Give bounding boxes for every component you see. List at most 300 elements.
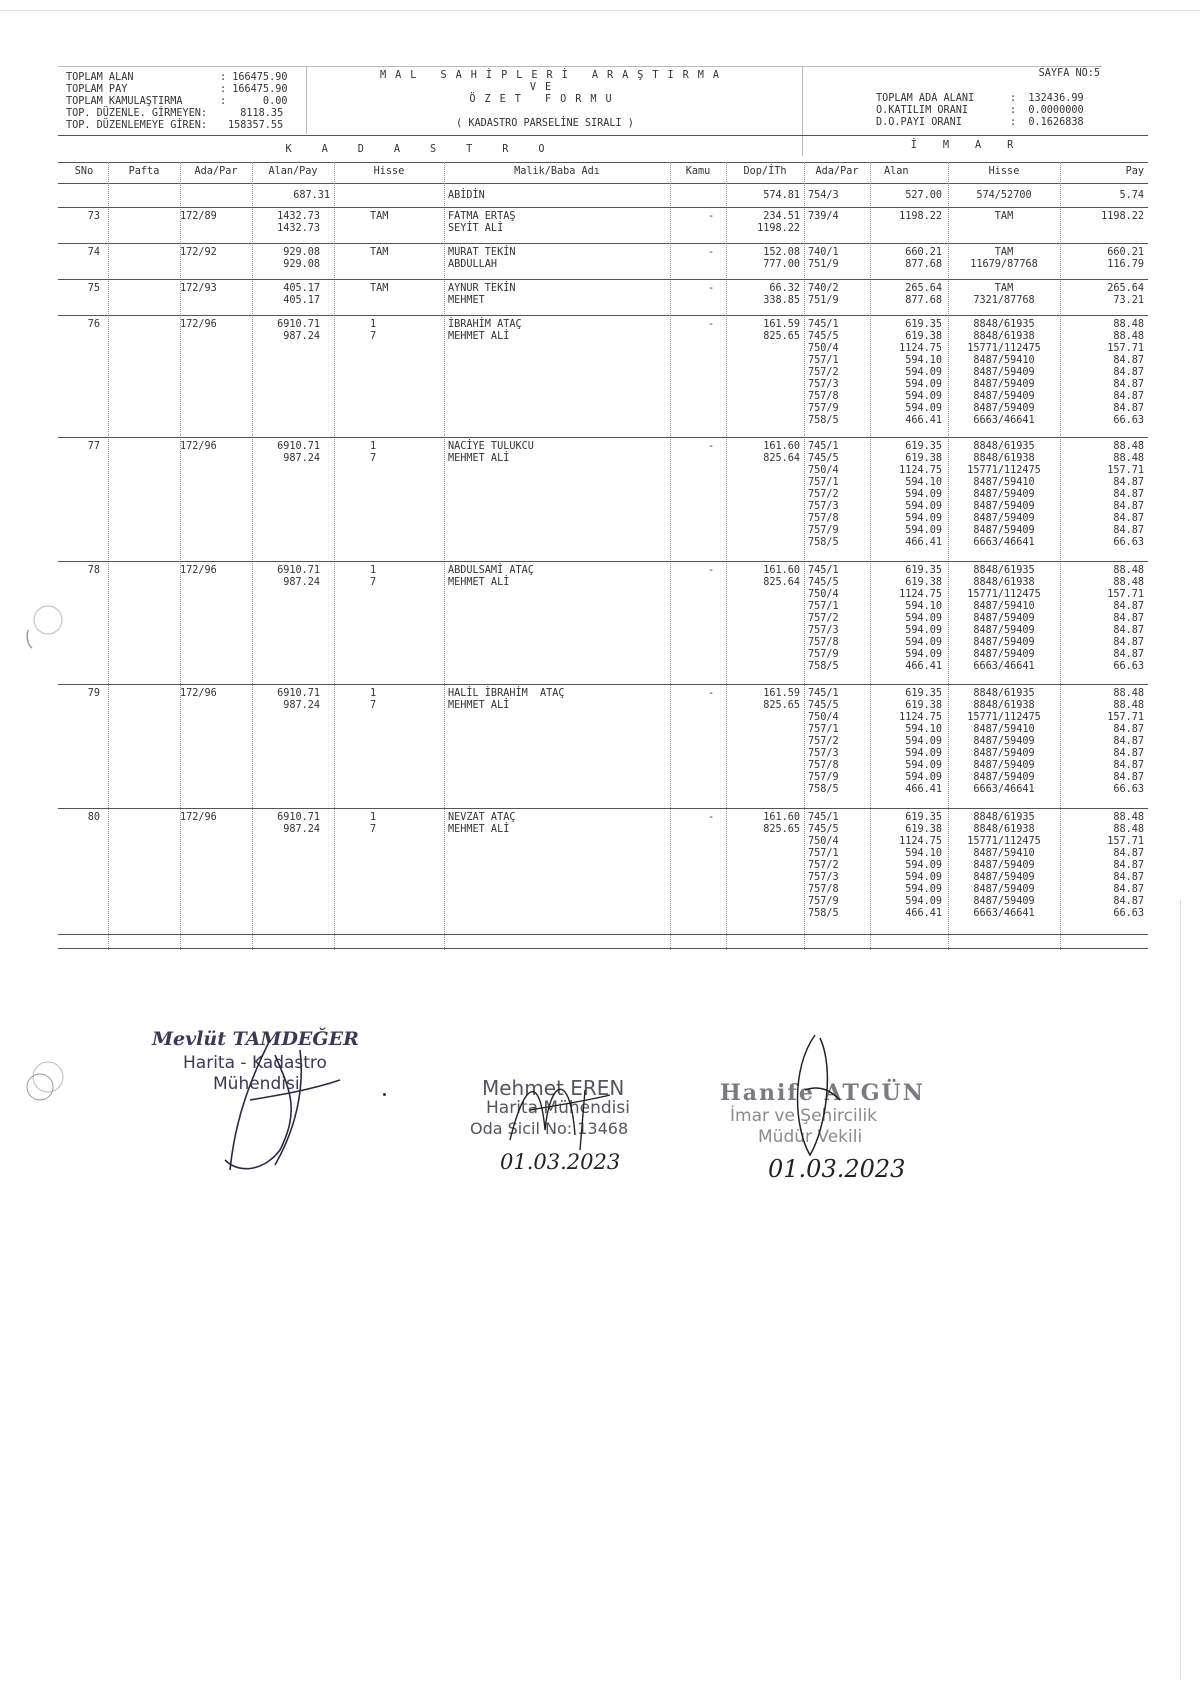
- cell-adapar: 172/96: [180, 319, 217, 330]
- cell-imar-alan: 466.41: [905, 661, 942, 672]
- cell-imar-hisse: 8487/59409: [973, 367, 1035, 378]
- cell-hisse-payda: 7: [370, 577, 377, 588]
- cell-dop: 66.32: [769, 283, 800, 294]
- signer2-date: 01.03.2023: [500, 1150, 621, 1174]
- summary-label-kamu: TOPLAM KAMULAŞTIRMA: [66, 96, 183, 107]
- cell-imar-adapar: 745/1: [808, 565, 839, 576]
- column-divider: [334, 162, 335, 950]
- punch-hole-bottom: [14, 1055, 74, 1115]
- cell-imar-adapar: 757/8: [808, 760, 839, 771]
- cell-imar-alan: 594.09: [905, 391, 942, 402]
- cell-hisse: TAM: [370, 211, 389, 222]
- cell-baba: MEHMET: [448, 295, 485, 306]
- summary-label-duzenle: TOP. DÜZENLE. GİRMEYEN:: [66, 108, 208, 119]
- cell-imar-hisse: 8848/61935: [973, 565, 1035, 576]
- cell-malik: ABDULSAMİ ATAÇ: [448, 565, 534, 576]
- summary-label-pay: TOPLAM PAY: [66, 84, 128, 95]
- cell-imar-alan: 877.68: [905, 295, 942, 306]
- signer3-title1: İmar ve Şehircilik: [730, 1106, 878, 1126]
- cell-imar-alan: 594.09: [905, 748, 942, 759]
- summary-value-pay: : 166475.90: [220, 84, 288, 95]
- cell-sno: 78: [87, 565, 100, 576]
- cell-imar-alan: 594.09: [905, 367, 942, 378]
- cell-ith: 1198.22: [757, 223, 800, 234]
- cell-imar-hisse: 15771/112475: [967, 836, 1041, 847]
- cell-imar-pay: 84.87: [1113, 391, 1144, 402]
- column-header: Dop/İTh: [743, 166, 787, 177]
- punch-hole-top: [18, 600, 68, 660]
- cell-imar-hisse: 7321/87768: [973, 295, 1035, 306]
- cell-imar-pay: 157.71: [1107, 343, 1144, 354]
- cell-imar-adapar: 757/9: [808, 772, 839, 783]
- cell-imar-pay: 66.63: [1113, 661, 1144, 672]
- cell-imar-adapar: 751/9: [808, 295, 839, 306]
- cell-imar-adapar: 750/4: [808, 712, 839, 723]
- cell-adapar: 172/93: [180, 283, 217, 294]
- cell-imar-hisse: 8848/61938: [973, 577, 1035, 588]
- cell-imar-alan: 1124.75: [899, 836, 942, 847]
- cell-imar-hisse: 8487/59409: [973, 379, 1035, 390]
- cell-imar-pay: 88.48: [1113, 824, 1144, 835]
- row-separator: [58, 684, 1148, 685]
- cell-imar-adapar: 757/8: [808, 513, 839, 524]
- header-divider-left: [306, 66, 307, 134]
- cell-imar-hisse: 15771/112475: [967, 589, 1041, 600]
- katilim-value: : 0.0000000: [1010, 105, 1084, 116]
- cell-imar-alan: 1124.75: [899, 712, 942, 723]
- row-separator: [58, 279, 1148, 280]
- title-subtitle: ( KADASTRO PARSELİNE SIRALI ): [456, 118, 634, 129]
- column-header: Pafta: [128, 166, 160, 177]
- cell-imar-adapar: 757/1: [808, 477, 839, 488]
- cell-malik: ABİDİN: [448, 190, 485, 201]
- section-kadastro: KADASTRO: [285, 144, 575, 155]
- section-imar: İMAR: [910, 140, 1040, 151]
- cell-imar-alan: 594.10: [905, 477, 942, 488]
- cell-imar-adapar: 750/4: [808, 465, 839, 476]
- cell-imar-alan: 619.38: [905, 700, 942, 711]
- row-separator: [58, 934, 1148, 935]
- cell-imar-pay: 84.87: [1113, 724, 1144, 735]
- cell-imar-adapar: 757/3: [808, 872, 839, 883]
- summary-value-duzenlemeye: 158357.55: [228, 120, 284, 131]
- cell-imar-hisse: 6663/46641: [973, 537, 1035, 548]
- cell-hisse: 1: [370, 688, 377, 699]
- cell-imar-alan: 594.09: [905, 736, 942, 747]
- cell-hisse-payda: 7: [370, 331, 377, 342]
- cell-imar-hisse: 8487/59409: [973, 525, 1035, 536]
- cell-imar-hisse: 8487/59410: [973, 355, 1035, 366]
- cell-imar-adapar: 758/5: [808, 784, 839, 795]
- column-divider: [180, 162, 181, 950]
- cell-imar-adapar: 757/8: [808, 637, 839, 648]
- cell-imar-alan: 877.68: [905, 259, 942, 270]
- dopayi-label: D.O.PAYI ORANI: [876, 117, 962, 128]
- column-header: Kamu: [685, 166, 711, 177]
- cell-dop: 574.81: [763, 190, 800, 201]
- cell-imar-pay: 88.48: [1113, 441, 1144, 452]
- cell-imar-alan: 594.09: [905, 489, 942, 500]
- cell-imar-alan: 594.09: [905, 625, 942, 636]
- cell-alan: 929.08: [283, 247, 320, 258]
- cell-imar-alan: 594.09: [905, 501, 942, 512]
- cell-imar-alan: 619.35: [905, 441, 942, 452]
- page-number: SAYFA NO:5: [1038, 68, 1100, 79]
- cell-imar-hisse: 8487/59409: [973, 860, 1035, 871]
- cell-sno: 73: [87, 211, 100, 222]
- cell-imar-pay: 73.21: [1113, 295, 1144, 306]
- cell-imar-hisse: 8848/61938: [973, 700, 1035, 711]
- cell-dop: 161.59: [763, 319, 800, 330]
- cell-kamu: -: [708, 283, 715, 294]
- cell-imar-pay: 66.63: [1113, 537, 1144, 548]
- cell-imar-pay: 157.71: [1107, 712, 1144, 723]
- cell-imar-adapar: 745/1: [808, 688, 839, 699]
- cell-imar-pay: 84.87: [1113, 367, 1144, 378]
- cell-dop: 234.51: [763, 211, 800, 222]
- ada-alani-label: TOPLAM ADA ALANI: [876, 93, 975, 104]
- cell-imar-pay: 84.87: [1113, 489, 1144, 500]
- cell-imar-pay: 84.87: [1113, 355, 1144, 366]
- cell-imar-pay: 84.87: [1113, 848, 1144, 859]
- cell-imar-pay: 84.87: [1113, 501, 1144, 512]
- cell-imar-alan: 594.10: [905, 848, 942, 859]
- row-separator: [58, 207, 1148, 208]
- cell-imar-adapar: 757/8: [808, 391, 839, 402]
- cell-imar-pay: 88.48: [1113, 688, 1144, 699]
- ada-alani-value: : 132436.99: [1010, 93, 1084, 104]
- cell-imar-hisse: 8487/59409: [973, 513, 1035, 524]
- title-line2: VE: [529, 82, 561, 93]
- cell-sno: 75: [87, 283, 100, 294]
- row-separator: [58, 948, 1148, 949]
- signer1-name: Mevlüt TAMDEĞER: [152, 1028, 359, 1050]
- cell-imar-adapar: 745/5: [808, 331, 839, 342]
- column-divider: [670, 162, 671, 950]
- cell-imar-hisse: 8487/59409: [973, 489, 1035, 500]
- cell-imar-alan: 594.09: [905, 613, 942, 624]
- cell-ith: 338.85: [763, 295, 800, 306]
- ink-dot: [383, 1093, 386, 1096]
- cell-imar-alan: 619.35: [905, 812, 942, 823]
- cell-imar-hisse: TAM: [994, 247, 1014, 258]
- cell-imar-hisse: 8487/59409: [973, 884, 1035, 895]
- cell-kamu: -: [708, 812, 715, 823]
- cell-sno: 80: [87, 812, 100, 823]
- cell-imar-pay: 66.63: [1113, 908, 1144, 919]
- cell-malik: MURAT TEKİN: [448, 247, 516, 258]
- cell-imar-alan: 619.38: [905, 577, 942, 588]
- cell-ith: 825.64: [763, 453, 800, 464]
- cell-imar-pay: 84.87: [1113, 403, 1144, 414]
- cell-imar-alan: 619.38: [905, 331, 942, 342]
- cell-imar-alan: 527.00: [905, 190, 942, 201]
- cell-imar-adapar: 757/2: [808, 860, 839, 871]
- cell-imar-pay: 84.87: [1113, 748, 1144, 759]
- cell-imar-alan: 619.35: [905, 319, 942, 330]
- cell-kamu: -: [708, 565, 715, 576]
- cell-hisse-payda: 7: [370, 453, 377, 464]
- cell-imar-adapar: 757/1: [808, 601, 839, 612]
- cell-imar-adapar: 754/3: [808, 190, 839, 201]
- cell-imar-alan: 466.41: [905, 537, 942, 548]
- cell-imar-hisse: 8487/59410: [973, 848, 1035, 859]
- cell-imar-pay: 5.74: [1119, 190, 1144, 201]
- cell-imar-hisse: 8487/59409: [973, 637, 1035, 648]
- cell-imar-alan: 619.38: [905, 824, 942, 835]
- column-header: Alan: [884, 166, 909, 177]
- cell-imar-adapar: 758/5: [808, 661, 839, 672]
- column-divider: [804, 162, 805, 950]
- cell-imar-hisse: 8848/61935: [973, 319, 1035, 330]
- summary-value-kamu: : 0.00: [220, 96, 288, 107]
- cell-imar-adapar: 757/1: [808, 724, 839, 735]
- cell-pay: 987.24: [283, 700, 320, 711]
- cell-imar-alan: 594.09: [905, 760, 942, 771]
- cell-imar-adapar: 745/5: [808, 453, 839, 464]
- cell-imar-pay: 84.87: [1113, 649, 1144, 660]
- cell-imar-pay: 88.48: [1113, 453, 1144, 464]
- cell-imar-adapar: 745/5: [808, 824, 839, 835]
- cell-imar-hisse: 6663/46641: [973, 415, 1035, 426]
- colhead-bottom-line: [58, 183, 1148, 184]
- cell-imar-alan: 619.35: [905, 688, 942, 699]
- cell-ith: 825.64: [763, 577, 800, 588]
- cell-imar-hisse: 8848/61935: [973, 688, 1035, 699]
- cell-imar-adapar: 740/1: [808, 247, 839, 258]
- cell-imar-adapar: 750/4: [808, 836, 839, 847]
- cell-imar-alan: 594.09: [905, 525, 942, 536]
- cell-imar-pay: 84.87: [1113, 525, 1144, 536]
- cell-imar-pay: 84.87: [1113, 513, 1144, 524]
- cell-imar-alan: 594.09: [905, 403, 942, 414]
- cell-adapar: 172/96: [180, 441, 217, 452]
- cell-imar-adapar: 757/2: [808, 367, 839, 378]
- cell-imar-adapar: 757/9: [808, 525, 839, 536]
- cell-alan: 1432.73: [277, 211, 320, 222]
- cell-baba: SEYİT ALİ: [448, 223, 504, 234]
- cell-ith: 825.65: [763, 824, 800, 835]
- cell-imar-alan: 594.10: [905, 724, 942, 735]
- column-header: Malik/Baba Adı: [514, 166, 600, 177]
- signer3-name: Hanife ATGÜN: [720, 1080, 925, 1106]
- cell-imar-adapar: 757/2: [808, 613, 839, 624]
- cell-sno: 77: [87, 441, 100, 452]
- cell-hisse: TAM: [370, 247, 389, 258]
- cell-kamu: -: [708, 688, 715, 699]
- cell-imar-alan: 1124.75: [899, 465, 942, 476]
- cell-imar-pay: 116.79: [1107, 259, 1144, 270]
- cell-imar-alan: 1124.75: [899, 343, 942, 354]
- cell-adapar: 172/92: [180, 247, 217, 258]
- column-header: Ada/Par: [194, 166, 238, 177]
- cell-kamu: -: [708, 247, 715, 258]
- cell-malik: İBRAHİM ATAÇ: [448, 319, 522, 330]
- summary-label-alan: TOPLAM ALAN: [66, 72, 134, 83]
- cell-imar-pay: 84.87: [1113, 601, 1144, 612]
- cell-imar-hisse: 8487/59410: [973, 477, 1035, 488]
- cell-alan: 6910.71: [277, 688, 320, 699]
- cell-imar-pay: 157.71: [1107, 465, 1144, 476]
- signer3-date: 01.03.2023: [768, 1155, 906, 1183]
- cell-imar-hisse: 8848/61935: [973, 812, 1035, 823]
- cell-imar-pay: 84.87: [1113, 625, 1144, 636]
- cell-imar-hisse: 15771/112475: [967, 465, 1041, 476]
- signer3-title2: Müdür Vekili: [758, 1127, 863, 1147]
- row-separator: [58, 561, 1148, 562]
- cell-imar-pay: 84.87: [1113, 860, 1144, 871]
- cell-imar-hisse: 8487/59409: [973, 613, 1035, 624]
- cell-adapar: 172/96: [180, 812, 217, 823]
- cell-imar-pay: 84.87: [1113, 896, 1144, 907]
- cell-imar-alan: 594.10: [905, 601, 942, 612]
- cell-imar-pay: 84.87: [1113, 613, 1144, 624]
- cell-imar-adapar: 758/5: [808, 415, 839, 426]
- cell-dop: 161.60: [763, 812, 800, 823]
- cell-imar-pay: 84.87: [1113, 736, 1144, 747]
- cell-imar-alan: 594.09: [905, 379, 942, 390]
- cell-imar-pay: 88.48: [1113, 577, 1144, 588]
- column-header: Pay: [1125, 166, 1144, 177]
- summary-value-alan: : 166475.90: [220, 72, 288, 83]
- column-header: Ada/Par: [815, 166, 859, 177]
- cell-pay: 1432.73: [277, 223, 320, 234]
- row-separator: [58, 808, 1148, 809]
- cell-imar-hisse: 11679/87768: [970, 259, 1038, 270]
- cell-imar-pay: 265.64: [1107, 283, 1144, 294]
- cell-ith: 825.65: [763, 700, 800, 711]
- cell-malik: HALİL İBRAHİM ATAÇ: [448, 688, 565, 699]
- cell-imar-alan: 594.09: [905, 637, 942, 648]
- cell-imar-alan: 594.09: [905, 872, 942, 883]
- cell-imar-adapar: 757/2: [808, 736, 839, 747]
- cell-hisse: 1: [370, 319, 377, 330]
- cell-imar-alan: 1124.75: [899, 589, 942, 600]
- column-divider: [444, 162, 445, 950]
- cell-imar-hisse: 8487/59410: [973, 724, 1035, 735]
- signer2-title: Harita Mühendisi: [486, 1098, 630, 1118]
- cell-hisse: 1: [370, 441, 377, 452]
- cell-imar-hisse: 15771/112475: [967, 712, 1041, 723]
- cell-imar-hisse: 8848/61938: [973, 453, 1035, 464]
- cell-adapar: 172/96: [180, 565, 217, 576]
- cell-imar-alan: 466.41: [905, 415, 942, 426]
- cell-imar-alan: 594.09: [905, 649, 942, 660]
- cell-imar-pay: 84.87: [1113, 884, 1144, 895]
- scan-edge-right: [1180, 900, 1181, 1680]
- column-header: Hisse: [988, 166, 1020, 177]
- cell-baba: MEHMET ALİ: [448, 453, 510, 464]
- header-top-line: [58, 66, 1102, 67]
- cell-imar-hisse: 8487/59409: [973, 625, 1035, 636]
- cell-imar-hisse: 8487/59409: [973, 391, 1035, 402]
- cell-imar-hisse: 8487/59409: [973, 748, 1035, 759]
- cell-imar-hisse: 8848/61938: [973, 824, 1035, 835]
- cell-hisse: TAM: [370, 283, 389, 294]
- column-header: Hisse: [373, 166, 405, 177]
- cell-sno: 79: [87, 688, 100, 699]
- cell-imar-hisse: 8487/59409: [973, 872, 1035, 883]
- cell-imar-alan: 594.09: [905, 772, 942, 783]
- cell-imar-adapar: 758/5: [808, 908, 839, 919]
- cell-imar-pay: 157.71: [1107, 589, 1144, 600]
- column-header: SNo: [74, 166, 94, 177]
- cell-hisse: 1: [370, 812, 377, 823]
- cell-alan: 6910.71: [277, 812, 320, 823]
- cell-baba: MEHMET ALİ: [448, 577, 510, 588]
- summary-label-duzenlemeye: TOP. DÜZENLEMEYE GİREN:: [66, 120, 208, 131]
- cell-pay: 405.17: [283, 295, 320, 306]
- signer1-title2: Mühendisi: [213, 1074, 300, 1094]
- cell-malik: NEVZAT ATAÇ: [448, 812, 516, 823]
- cell-pay: 987.24: [283, 331, 320, 342]
- cell-imar-adapar: 745/1: [808, 441, 839, 452]
- cell-imar-alan: 594.09: [905, 860, 942, 871]
- cell-adapar: 172/96: [180, 688, 217, 699]
- cell-imar-adapar: 739/4: [808, 211, 839, 222]
- cell-imar-pay: 157.71: [1107, 836, 1144, 847]
- cell-imar-adapar: 745/5: [808, 577, 839, 588]
- cell-imar-adapar: 757/3: [808, 625, 839, 636]
- cell-baba: MEHMET ALİ: [448, 824, 510, 835]
- cell-imar-hisse: 6663/46641: [973, 784, 1035, 795]
- cell-imar-adapar: 757/3: [808, 501, 839, 512]
- cell-malik: FATMA ERTAŞ: [448, 211, 516, 222]
- cell-imar-adapar: 751/9: [808, 259, 839, 270]
- title-line1: MAL SAHİPLERİ ARAŞTIRMA: [380, 70, 729, 81]
- dopayi-value: : 0.1626838: [1010, 117, 1084, 128]
- cell-imar-hisse: TAM: [994, 283, 1014, 294]
- cell-imar-adapar: 757/9: [808, 403, 839, 414]
- cell-imar-adapar: 745/1: [808, 812, 839, 823]
- row-separator: [58, 315, 1148, 316]
- cell-imar-pay: 66.63: [1113, 784, 1144, 795]
- cell-imar-adapar: 757/3: [808, 748, 839, 759]
- cell-imar-pay: 84.87: [1113, 477, 1144, 488]
- signer2-name: Mehmet EREN: [482, 1076, 625, 1100]
- row-separator: [58, 437, 1148, 438]
- cell-imar-alan: 466.41: [905, 908, 942, 919]
- cell-kamu: -: [708, 441, 715, 452]
- section-top-line: [58, 135, 1148, 136]
- signer2-oda: Oda Sicil No: 13468: [470, 1119, 629, 1138]
- cell-alan: 6910.71: [277, 319, 320, 330]
- cell-imar-hisse: 8487/59409: [973, 403, 1035, 414]
- cell-imar-alan: 594.09: [905, 896, 942, 907]
- cell-imar-hisse: 8487/59409: [973, 501, 1035, 512]
- cell-imar-adapar: 757/9: [808, 649, 839, 660]
- cell-imar-hisse: 8487/59409: [973, 649, 1035, 660]
- cell-alan: 6910.71: [277, 565, 320, 576]
- cell-imar-alan: 619.38: [905, 453, 942, 464]
- cell-imar-pay: 88.48: [1113, 319, 1144, 330]
- cell-imar-hisse: 8848/61938: [973, 331, 1035, 342]
- cell-imar-pay: 88.48: [1113, 565, 1144, 576]
- cell-kamu: -: [708, 211, 715, 222]
- signer1-title1: Harita - Kadastro: [183, 1053, 327, 1073]
- cell-imar-pay: 88.48: [1113, 331, 1144, 342]
- cell-baba: ABDULLAH: [448, 259, 498, 270]
- cell-imar-adapar: 750/4: [808, 589, 839, 600]
- cell-imar-pay: 88.48: [1113, 812, 1144, 823]
- scan-edge: [0, 10, 1200, 11]
- cell-imar-adapar: 740/2: [808, 283, 839, 294]
- cell-imar-hisse: 8487/59410: [973, 601, 1035, 612]
- cell-pay: 987.24: [283, 824, 320, 835]
- katilim-label: O.KATILIM ORANI: [876, 105, 969, 116]
- signature-scribble-2: [490, 1060, 630, 1160]
- cell-dop: 152.08: [763, 247, 800, 258]
